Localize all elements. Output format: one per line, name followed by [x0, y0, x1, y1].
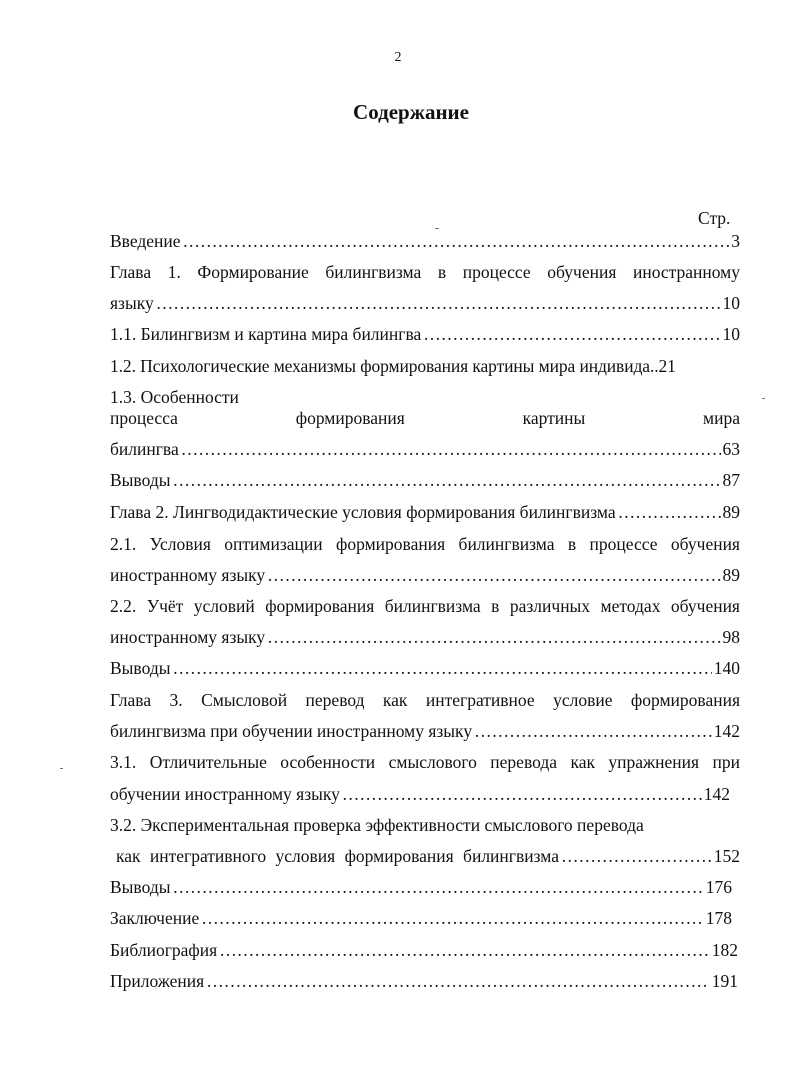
toc-leader [172, 876, 703, 898]
toc-entry-title: языку [110, 293, 154, 313]
toc-page-number: 63 [722, 439, 740, 459]
toc-entry-3-2-title: 3.2. Экспериментальная проверка эффективности смыслового перевода [110, 815, 644, 835]
page-number: 2 [394, 50, 402, 65]
toc-leader [423, 323, 720, 345]
scan-speck [435, 228, 439, 229]
toc-page-number: 152 [713, 846, 740, 866]
toc-entry-title: Введение [110, 231, 181, 251]
toc-entry-chapter-2 [110, 501, 740, 523]
toc-entry-title: Выводы [110, 470, 171, 490]
page-column-header: Стр. [698, 208, 731, 228]
toc-entry-title: Библиография [110, 940, 218, 960]
toc-entry-2-2-title: 2.2. Учёт условий формирования билингвизма в различных методах обучения [110, 596, 740, 616]
toc-leader [474, 720, 712, 742]
page-title: Содержание [353, 100, 469, 124]
toc-entry-3-2 [116, 845, 740, 867]
toc-leader [156, 292, 721, 314]
toc-entry-title: Приложения [110, 971, 205, 991]
toc-leader [267, 564, 720, 586]
toc-entry-title: Заключение [110, 908, 200, 928]
toc-page-number: 89 [722, 502, 740, 522]
toc-entry-conclusions-3 [110, 876, 732, 898]
toc-leader [181, 438, 721, 460]
toc-leader [206, 970, 710, 992]
toc-entry-title: билингва [110, 439, 179, 459]
toc-entry-title: билингвизма при обучении иностранному языку [110, 721, 473, 741]
toc-page-number: 10 [722, 293, 740, 313]
toc-page-number: 140 [713, 658, 740, 678]
toc-page-number: 3 [731, 231, 740, 251]
toc-leader [342, 783, 702, 805]
toc-entry-2-1-title: 2.1. Условия оптимизации формирования билингвизма в процессе обучения [110, 534, 740, 554]
toc-entry-appendices [110, 970, 738, 992]
toc-entry-1-1 [110, 323, 740, 345]
toc-leader [561, 845, 712, 867]
scan-speck [60, 768, 63, 769]
scan-speck [762, 398, 765, 399]
toc-leader [267, 626, 720, 648]
toc-entry-2-1 [110, 564, 740, 586]
toc-leader [183, 230, 730, 252]
toc-leader [172, 657, 711, 679]
toc-page-number: 87 [722, 470, 740, 490]
toc-entry-1-3 [110, 438, 740, 460]
toc-entry-title: иностранному языку [110, 565, 266, 585]
toc-entry-intro [110, 230, 740, 252]
toc-leader [172, 469, 720, 491]
toc-chapter-3-title: Глава 3. Смысловой перевод как интегративное условие формирования [110, 690, 740, 710]
toc-chapter-1-title: Глава 1. Формирование билингвизма в процессе обучения иностранному [110, 262, 740, 282]
toc-entry-title: Выводы [110, 877, 171, 897]
toc-page-number: 89 [722, 565, 740, 585]
toc-entry-conclusions-1 [110, 469, 740, 491]
toc-entry-chapter-3 [110, 720, 740, 742]
toc-page-number: 10 [722, 324, 740, 344]
toc-page-number: 178 [705, 908, 732, 928]
toc-entry-title: обучении иностранному языку [110, 784, 340, 804]
toc-entry-title: 1.1. Билингвизм и картина мира билингва [110, 324, 422, 344]
toc-leader [201, 907, 704, 929]
toc-entry-title: Глава 2. Лингводидактические условия формирования билингвизма [110, 502, 616, 522]
toc-page-number: 142 [713, 721, 740, 741]
toc-entry-chapter-1 [110, 292, 740, 314]
toc-entry-1-3-title: 1.3. Особенности [110, 387, 239, 407]
toc-page-number: 176 [705, 877, 732, 897]
toc-leader [618, 501, 721, 523]
toc-entry-2-2 [110, 626, 740, 648]
toc-entry-3-1 [110, 783, 730, 805]
toc-page-number: 182 [711, 940, 738, 960]
toc-page-number: 98 [722, 627, 740, 647]
toc-entry-1-3-subtitle: процесса формирования картины мира [110, 408, 740, 428]
table-of-contents [110, 0, 740, 1092]
toc-entry-title: Выводы [110, 658, 171, 678]
toc-entry-conclusion [110, 907, 732, 929]
toc-entry-title: иностранному языку [110, 627, 266, 647]
toc-leader [219, 939, 710, 961]
toc-entry-title: как интегративного условия формирования билингвизма [116, 846, 559, 866]
toc-entry-conclusions-2 [110, 657, 740, 679]
toc-entry-1-2: 1.2. Психологические механизмы формирования картины мира индивида..21 [110, 356, 676, 376]
toc-page-number: 191 [711, 971, 738, 991]
toc-entry-3-1-title: 3.1. Отличительные особенности смыслового перевода как упражнения при [110, 752, 740, 772]
toc-entry-bibliography [110, 939, 738, 961]
toc-page-number: 142 [703, 784, 730, 804]
